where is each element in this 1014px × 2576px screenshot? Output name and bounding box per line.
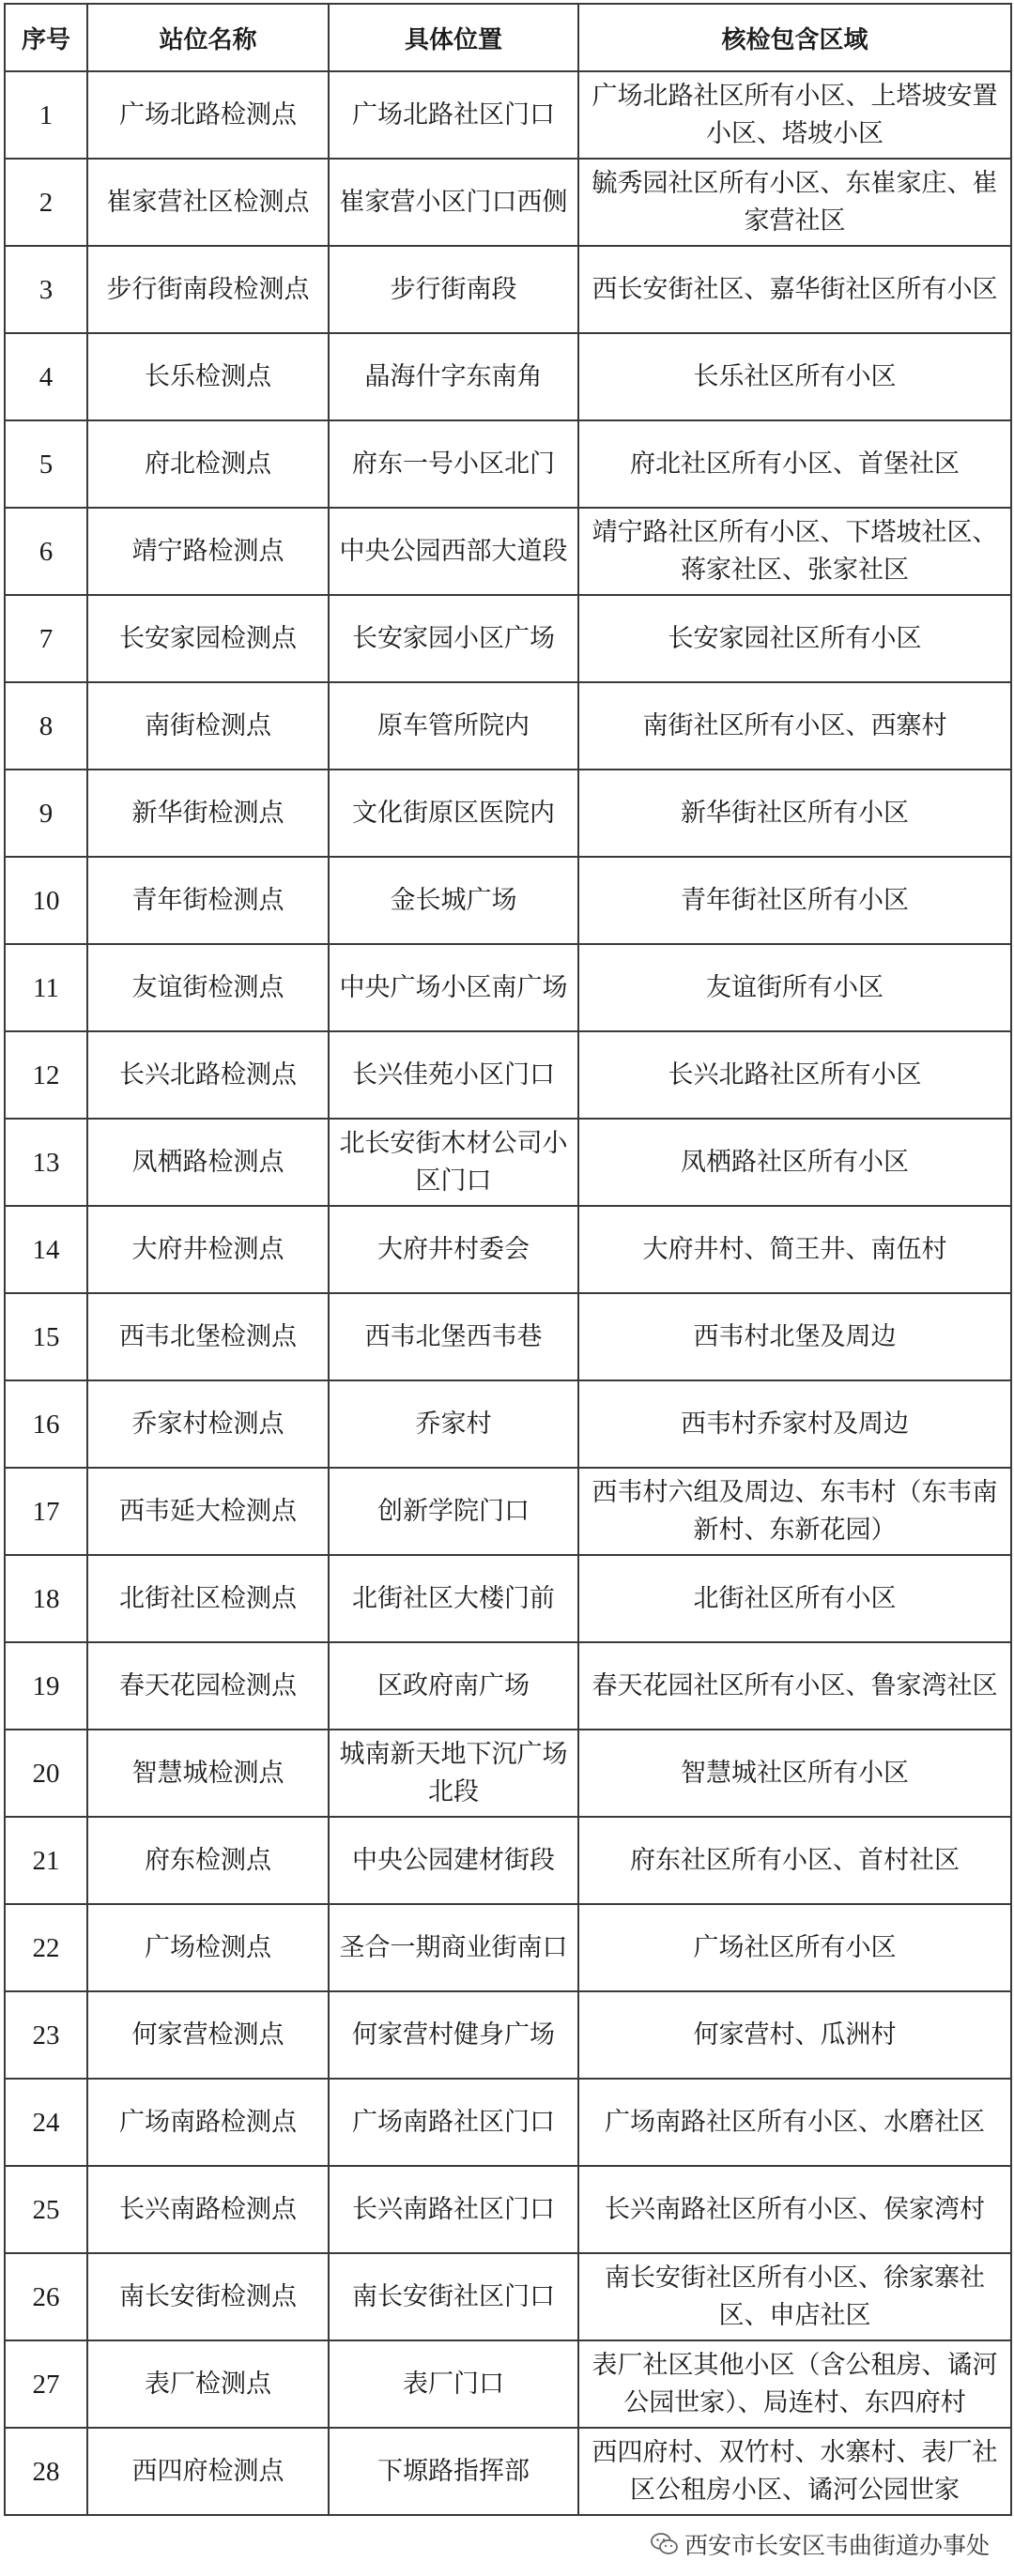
cell-location: 乔家村 (329, 1380, 578, 1468)
table-row (5, 1206, 1011, 1293)
cell-seq: 11 (5, 944, 87, 1031)
cell-site-name: 北街社区检测点 (87, 1555, 329, 1642)
cell-seq: 5 (5, 420, 87, 508)
cell-location: 文化街原区医院内 (329, 770, 578, 857)
cell-coverage-area: 广场南路社区所有小区、水磨社区 (578, 2079, 1011, 2166)
cell-location: 中央广场小区南广场 (329, 944, 578, 1031)
cell-site-name: 府东检测点 (87, 1817, 329, 1904)
table-row (5, 682, 1011, 770)
cell-coverage-area: 北街社区所有小区 (578, 1555, 1011, 1642)
table-body (5, 71, 1011, 2515)
cell-location: 崔家营小区门口西侧 (329, 159, 578, 246)
cell-coverage-area: 长安家园社区所有小区 (578, 595, 1011, 682)
table-row (5, 1293, 1011, 1380)
cell-location: 原车管所院内 (329, 682, 578, 770)
cell-seq: 19 (5, 1642, 87, 1730)
table-row (5, 944, 1011, 1031)
cell-site-name: 乔家村检测点 (87, 1380, 329, 1468)
table-row (5, 2253, 1011, 2340)
cell-site-name: 智慧城检测点 (87, 1730, 329, 1817)
cell-seq: 28 (5, 2428, 87, 2515)
table-row (5, 1380, 1011, 1468)
cell-coverage-area: 青年街社区所有小区 (578, 857, 1011, 944)
cell-location: 长兴南路社区门口 (329, 2166, 578, 2253)
table-row (5, 1031, 1011, 1119)
cell-site-name: 西韦延大检测点 (87, 1468, 329, 1555)
cell-seq: 12 (5, 1031, 87, 1119)
cell-site-name: 何家营检测点 (87, 1991, 329, 2079)
cell-seq: 16 (5, 1380, 87, 1468)
cell-site-name: 友谊街检测点 (87, 944, 329, 1031)
cell-location: 长兴佳苑小区门口 (329, 1031, 578, 1119)
table-row (5, 1555, 1011, 1642)
cell-coverage-area: 南街社区所有小区、西寨村 (578, 682, 1011, 770)
cell-location: 区政府南广场 (329, 1642, 578, 1730)
cell-location: 何家营村健身广场 (329, 1991, 578, 2079)
cell-site-name: 长乐检测点 (87, 333, 329, 420)
cell-coverage-area: 智慧城社区所有小区 (578, 1730, 1011, 1817)
table-row (5, 1817, 1011, 1904)
cell-site-name: 春天花园检测点 (87, 1642, 329, 1730)
cell-location: 南长安街社区门口 (329, 2253, 578, 2340)
cell-site-name: 青年街检测点 (87, 857, 329, 944)
cell-site-name: 长安家园检测点 (87, 595, 329, 682)
cell-coverage-area: 广场社区所有小区 (578, 1904, 1011, 1991)
cell-coverage-area: 长乐社区所有小区 (578, 333, 1011, 420)
cell-site-name: 大府井检测点 (87, 1206, 329, 1293)
cell-seq: 1 (5, 71, 87, 159)
cell-site-name: 新华街检测点 (87, 770, 329, 857)
table-row (5, 508, 1011, 595)
cell-coverage-area: 友谊街所有小区 (578, 944, 1011, 1031)
cell-location: 下塬路指挥部 (329, 2428, 578, 2515)
table-row (5, 2079, 1011, 2166)
cell-coverage-area: 南长安街社区所有小区、徐家寨社区、申店社区 (578, 2253, 1011, 2340)
cell-location: 金长城广场 (329, 857, 578, 944)
cell-coverage-area: 新华街社区所有小区 (578, 770, 1011, 857)
watermark-text: 西安市长安区韦曲街道办事处 (684, 2532, 990, 2559)
cell-site-name: 崔家营社区检测点 (87, 159, 329, 246)
table-row (5, 595, 1011, 682)
cell-location: 长安家园小区广场 (329, 595, 578, 682)
cell-location: 府东一号小区北门 (329, 420, 578, 508)
table-row (5, 1991, 1011, 2079)
cell-seq: 21 (5, 1817, 87, 1904)
table-row (5, 1904, 1011, 1991)
cell-coverage-area: 大府井村、简王井、南伍村 (578, 1206, 1011, 1293)
cell-site-name: 西四府检测点 (87, 2428, 329, 2515)
cell-location: 大府井村委会 (329, 1206, 578, 1293)
cell-seq: 10 (5, 857, 87, 944)
header-site-name: 站位名称 (87, 4, 329, 71)
table-row (5, 246, 1011, 333)
cell-coverage-area: 西四府村、双竹村、水寨村、表厂社区公租房小区、谲河公园世家 (578, 2428, 1011, 2515)
cell-coverage-area: 长兴北路社区所有小区 (578, 1031, 1011, 1119)
cell-location: 步行街南段 (329, 246, 578, 333)
header-location: 具体位置 (329, 4, 578, 71)
cell-location: 城南新天地下沉广场北段 (329, 1730, 578, 1817)
table-row (5, 2428, 1011, 2515)
cell-site-name: 西韦北堡检测点 (87, 1293, 329, 1380)
table-row (5, 2166, 1011, 2253)
cell-site-name: 靖宁路检测点 (87, 508, 329, 595)
cell-coverage-area: 西长安街社区、嘉华街社区所有小区 (578, 246, 1011, 333)
cell-seq: 13 (5, 1119, 87, 1206)
header-seq: 序号 (5, 4, 87, 71)
cell-location: 晶海什字东南角 (329, 333, 578, 420)
cell-coverage-area: 何家营村、瓜洲村 (578, 1991, 1011, 2079)
cell-site-name: 长兴南路检测点 (87, 2166, 329, 2253)
cell-site-name: 表厂检测点 (87, 2340, 329, 2428)
cell-location: 西韦北堡西韦巷 (329, 1293, 578, 1380)
cell-seq: 9 (5, 770, 87, 857)
cell-site-name: 广场南路检测点 (87, 2079, 329, 2166)
cell-seq: 14 (5, 1206, 87, 1293)
cell-seq: 3 (5, 246, 87, 333)
cell-site-name: 广场北路检测点 (87, 71, 329, 159)
table-row (5, 1468, 1011, 1555)
cell-coverage-area: 表厂社区其他小区（含公租房、谲河公园世家）、局连村、东四府村 (578, 2340, 1011, 2428)
cell-seq: 22 (5, 1904, 87, 1991)
cell-site-name: 凤栖路检测点 (87, 1119, 329, 1206)
table-row (5, 333, 1011, 420)
table-row (5, 857, 1011, 944)
cell-seq: 25 (5, 2166, 87, 2253)
table-row (5, 770, 1011, 857)
table-row (5, 420, 1011, 508)
cell-seq: 7 (5, 595, 87, 682)
cell-coverage-area: 凤栖路社区所有小区 (578, 1119, 1011, 1206)
cell-coverage-area: 靖宁路社区所有小区、下塔坡社区、蒋家社区、张家社区 (578, 508, 1011, 595)
header-coverage-area: 核检包含区域 (578, 4, 1011, 71)
watermark (647, 2525, 993, 2563)
cell-seq: 6 (5, 508, 87, 595)
cell-location: 广场北路社区门口 (329, 71, 578, 159)
cell-coverage-area: 府东社区所有小区、首村社区 (578, 1817, 1011, 1904)
cell-coverage-area: 西韦村六组及周边、东韦村（东韦南新村、东新花园） (578, 1468, 1011, 1555)
cell-location: 创新学院门口 (329, 1468, 578, 1555)
cell-seq: 2 (5, 159, 87, 246)
cell-seq: 8 (5, 682, 87, 770)
table-row (5, 159, 1011, 246)
cell-seq: 4 (5, 333, 87, 420)
cell-site-name: 南长安街检测点 (87, 2253, 329, 2340)
cell-coverage-area: 广场北路社区所有小区、上塔坡安置小区、塔坡小区 (578, 71, 1011, 159)
cell-seq: 27 (5, 2340, 87, 2428)
table-row (5, 1730, 1011, 1817)
testing-sites-table (4, 3, 1012, 2516)
cell-coverage-area: 西韦村乔家村及周边 (578, 1380, 1011, 1468)
cell-site-name: 府北检测点 (87, 420, 329, 508)
wechat-icon (651, 2532, 679, 2556)
table-row (5, 1119, 1011, 1206)
cell-coverage-area: 长兴南路社区所有小区、侯家湾村 (578, 2166, 1011, 2253)
cell-seq: 23 (5, 1991, 87, 2079)
cell-seq: 15 (5, 1293, 87, 1380)
cell-site-name: 广场检测点 (87, 1904, 329, 1991)
table-row (5, 2340, 1011, 2428)
cell-location: 中央公园建材街段 (329, 1817, 578, 1904)
table-row (5, 71, 1011, 159)
cell-coverage-area: 毓秀园社区所有小区、东崔家庄、崔家营社区 (578, 159, 1011, 246)
cell-site-name: 南街检测点 (87, 682, 329, 770)
cell-seq: 26 (5, 2253, 87, 2340)
cell-coverage-area: 府北社区所有小区、首堡社区 (578, 420, 1011, 508)
cell-location: 北街社区大楼门前 (329, 1555, 578, 1642)
cell-location: 圣合一期商业街南口 (329, 1904, 578, 1991)
cell-coverage-area: 西韦村北堡及周边 (578, 1293, 1011, 1380)
cell-seq: 24 (5, 2079, 87, 2166)
cell-location: 广场南路社区门口 (329, 2079, 578, 2166)
cell-site-name: 长兴北路检测点 (87, 1031, 329, 1119)
cell-seq: 17 (5, 1468, 87, 1555)
table-row (5, 1642, 1011, 1730)
table-header-row (5, 4, 1011, 71)
cell-coverage-area: 春天花园社区所有小区、鲁家湾社区 (578, 1642, 1011, 1730)
cell-seq: 20 (5, 1730, 87, 1817)
cell-location: 中央公园西部大道段 (329, 508, 578, 595)
cell-location: 表厂门口 (329, 2340, 578, 2428)
cell-site-name: 步行街南段检测点 (87, 246, 329, 333)
cell-seq: 18 (5, 1555, 87, 1642)
cell-location: 北长安街木材公司小区门口 (329, 1119, 578, 1206)
